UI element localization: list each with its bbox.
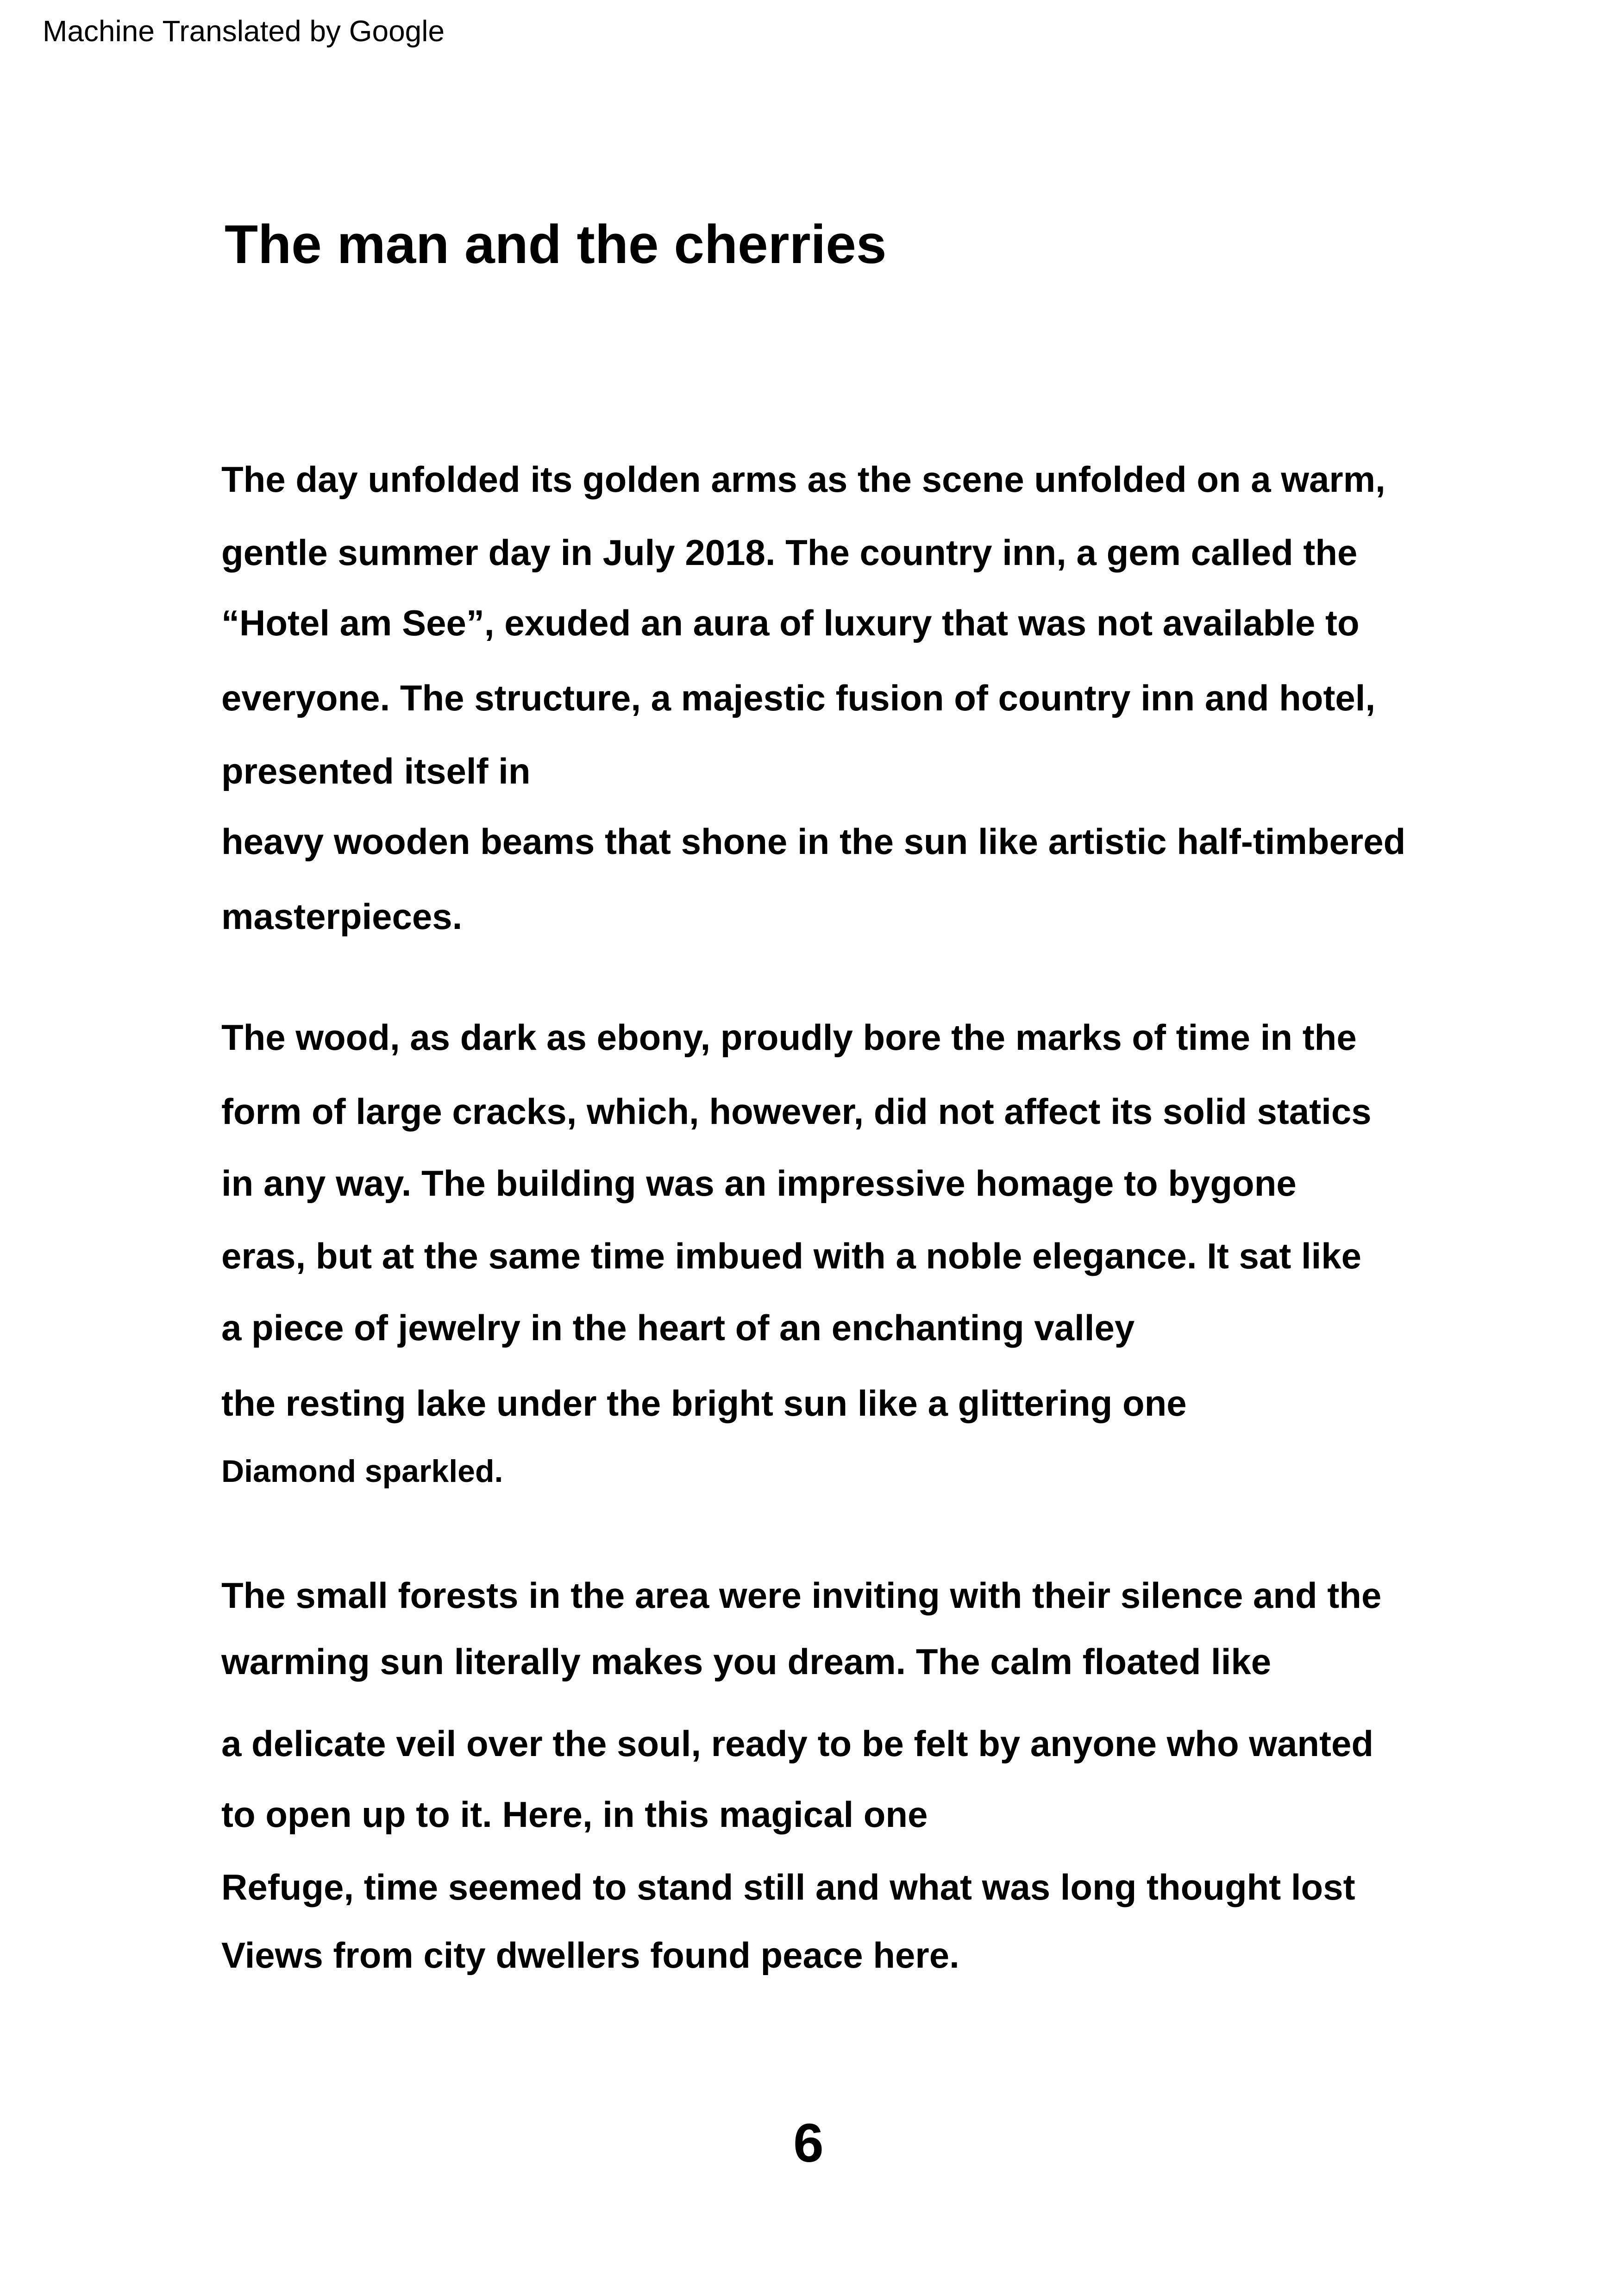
text-line: “Hotel am See”, exuded an aura of luxury that was not available to	[221, 602, 1360, 643]
text-line: masterpieces.	[221, 896, 463, 937]
text-line: eras, but at the same time imbued with a noble elegance. It sat like	[221, 1236, 1362, 1276]
text-line: everyone. The structure, a majestic fusion of country inn and hotel,	[221, 678, 1376, 718]
text-line: presented itself in	[221, 751, 531, 791]
text-line: The small forests in the area were inviting with their silence and the	[221, 1575, 1382, 1616]
text-line: Diamond sparkled.	[221, 1454, 503, 1489]
text-line: to open up to it. Here, in this magical one	[221, 1794, 928, 1835]
text-line: a piece of jewelry in the heart of an enchanting valley	[221, 1307, 1135, 1348]
text-line: heavy wooden beams that shone in the sun like artistic half-timbered	[221, 821, 1406, 862]
text-line: Refuge, time seemed to stand still and what was long thought lost	[221, 1867, 1355, 1907]
text-line: gentle summer day in July 2018. The country inn, a gem called the	[221, 532, 1358, 573]
text-line: The day unfolded its golden arms as the scene unfolded on a warm,	[221, 459, 1385, 500]
text-line: form of large cracks, which, however, did not affect its solid statics	[221, 1091, 1372, 1132]
translation-watermark: Machine Translated by Google	[43, 14, 445, 48]
text-line: a delicate veil over the soul, ready to be felt by anyone who wanted	[221, 1723, 1374, 1764]
text-line: Views from city dwellers found peace here.	[221, 1935, 959, 1976]
text-line: in any way. The building was an impressive homage to bygone	[221, 1163, 1297, 1204]
text-line: warming sun literally makes you dream. The calm floated like	[221, 1641, 1272, 1682]
chapter-title: The man and the cherries	[225, 214, 887, 275]
page-number: 6	[793, 2113, 824, 2174]
text-line: the resting lake under the bright sun like a glittering one	[221, 1383, 1187, 1424]
text-line: The wood, as dark as ebony, proudly bore the marks of time in the	[221, 1017, 1357, 1058]
